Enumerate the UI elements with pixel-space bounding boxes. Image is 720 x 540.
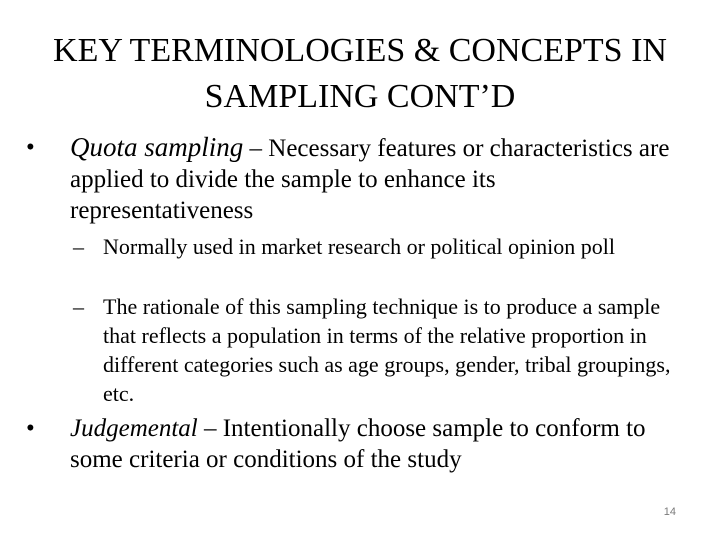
page-number: 14 xyxy=(663,506,676,518)
term-separator: – xyxy=(197,415,223,442)
bullet-text: Intentionally choose sample to conform to some criteria or conditions of the study xyxy=(70,415,646,473)
term-separator: – xyxy=(243,135,269,162)
sub-bullet-marker: – xyxy=(73,294,84,319)
sub-bullet-text: Normally used in market research or political opinion poll xyxy=(103,234,615,259)
sub-bullet-rationale xyxy=(73,292,673,408)
term-judgemental: Judgemental xyxy=(70,415,198,442)
slide-title: KEY TERMINOLOGIES & CONCEPTS IN SAMPLING CONT’D xyxy=(53,32,667,115)
sub-bullet-market-research xyxy=(73,232,673,261)
bullet-marker: • xyxy=(26,134,35,161)
bullet-judgemental xyxy=(26,413,680,475)
sub-bullet-text: The rationale of this sampling technique is to produce a sample that reflects a population in terms of the relative proportion in different categories such as age groups, gender, tribal groupings, etc. xyxy=(103,294,671,406)
bullet-text: Necessary features or characteristics are applied to divide the sample to enhance its representativeness xyxy=(70,135,670,224)
term-quota-sampling: Quota sampling xyxy=(70,132,244,162)
bullet-body xyxy=(70,132,670,224)
bullet-body xyxy=(70,415,646,473)
sub-bullet-marker: – xyxy=(73,234,84,259)
bullet-quota-sampling xyxy=(26,132,680,226)
bullet-marker: • xyxy=(26,415,35,442)
